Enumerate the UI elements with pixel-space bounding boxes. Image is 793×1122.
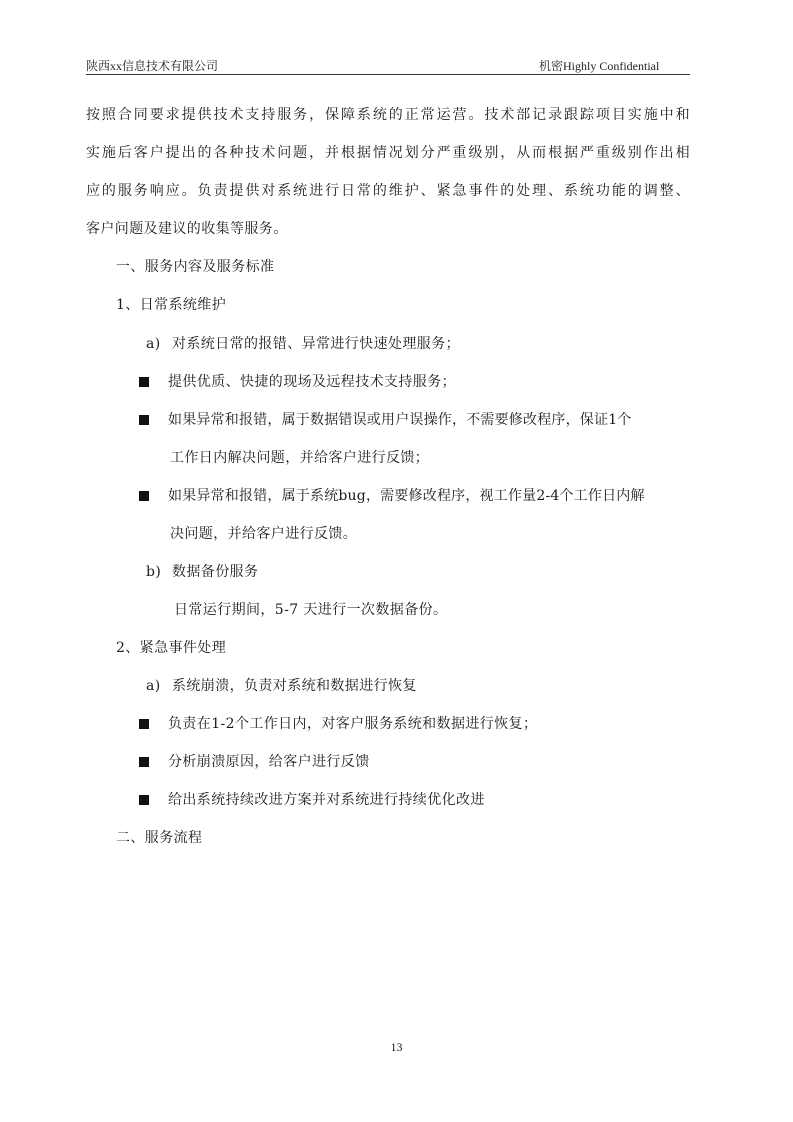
bullet-text: 如果异常和报错，属于系统bug，需要修改程序，视工作量2-4个工作日内解 bbox=[168, 488, 645, 504]
subheading-emergency-handling: 2、紧急事件处理 bbox=[116, 640, 227, 656]
header-company-name: 陕西xx信息技术有限公司 bbox=[86, 59, 219, 73]
item-a-emergency bbox=[146, 677, 417, 695]
item-marker: a) bbox=[146, 336, 161, 352]
item-marker: b) bbox=[146, 564, 162, 580]
bullet-item bbox=[139, 753, 370, 771]
page-header bbox=[86, 57, 690, 75]
item-marker: a) bbox=[146, 678, 161, 694]
square-bullet-icon bbox=[139, 795, 149, 805]
header-divider bbox=[86, 74, 690, 75]
bullet-item bbox=[139, 791, 485, 809]
bullet-text: 给出系统持续改进方案并对系统进行持续优化改进 bbox=[168, 792, 485, 808]
intro-line-4: 客户问题及建议的收集等服务。 bbox=[86, 221, 288, 237]
section-heading-service-content: 一、服务内容及服务标准 bbox=[116, 259, 275, 275]
square-bullet-icon bbox=[139, 491, 149, 501]
page-number: 13 bbox=[390, 1040, 403, 1054]
intro-line-2: 实施后客户提出的各种技术问题，并根据情况划分严重级别，从而根据严重级别作出相 bbox=[86, 145, 690, 161]
bullet-item bbox=[139, 715, 537, 733]
bullet-text: 负责在1-2个工作日内，对客户服务系统和数据进行恢复； bbox=[168, 716, 538, 732]
item-text: 数据备份服务 bbox=[172, 564, 259, 580]
bullet-continuation: 工作日内解决问题，并给客户进行反馈； bbox=[170, 450, 430, 466]
bullet-text: 分析崩溃原因，给客户进行反馈 bbox=[168, 754, 370, 770]
square-bullet-icon bbox=[139, 719, 149, 729]
bullet-text: 提供优质、快捷的现场及远程技术支持服务； bbox=[168, 374, 456, 390]
bullet-item bbox=[139, 373, 456, 391]
bullet-continuation: 决问题，并给客户进行反馈。 bbox=[170, 526, 358, 542]
bullet-item bbox=[139, 487, 645, 505]
intro-line-3: 应的服务响应。负责提供对系统进行日常的维护、紧急事件的处理、系统功能的调整、 bbox=[86, 183, 690, 199]
bullet-item bbox=[139, 411, 632, 429]
square-bullet-icon bbox=[139, 415, 149, 425]
backup-detail: 日常运行期间，5-7 天进行一次数据备份。 bbox=[174, 602, 448, 618]
item-b-backup bbox=[146, 563, 258, 581]
square-bullet-icon bbox=[139, 377, 149, 387]
item-text: 系统崩溃，负责对系统和数据进行恢复 bbox=[172, 678, 417, 694]
item-a-daily bbox=[146, 335, 460, 353]
subheading-daily-maintenance: 1、日常系统维护 bbox=[116, 297, 227, 313]
section-heading-service-process: 二、服务流程 bbox=[116, 830, 203, 846]
header-confidential-label: 机密Highly Confidential bbox=[539, 59, 660, 73]
bullet-text: 如果异常和报错，属于数据错误或用户误操作，不需要修改程序，保证1个 bbox=[168, 412, 632, 428]
item-text: 对系统日常的报错、异常进行快速处理服务； bbox=[172, 336, 460, 352]
square-bullet-icon bbox=[139, 757, 149, 767]
intro-line-1: 按照合同要求提供技术支持服务，保障系统的正常运营。技术部记录跟踪项目实施中和 bbox=[86, 107, 690, 123]
